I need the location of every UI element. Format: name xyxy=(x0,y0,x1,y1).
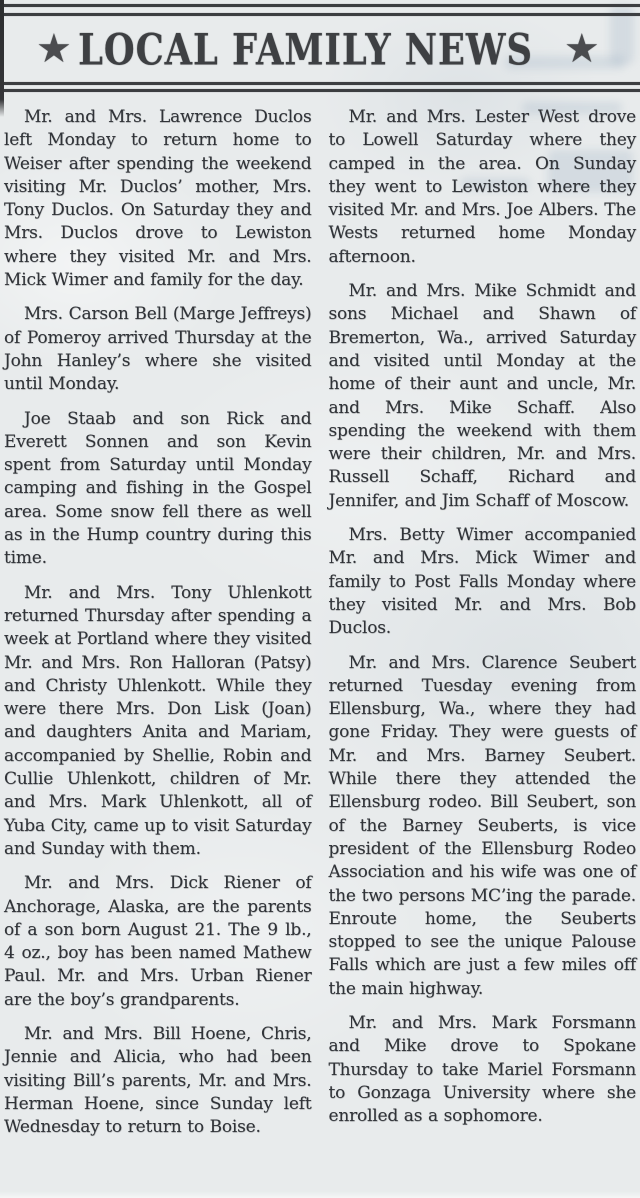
news-paragraph-riener: Mr. and Mrs. Dick Riener of Anchorage, Alaska, are the parents of a son born August 21. The 9 lb., 4 oz., boy has been named Mathew Paul. Mr. and Mrs. Urban Riener are the boy’s grandparents. xyxy=(4,873,312,1010)
star-icon-left: ★ xyxy=(36,26,72,72)
news-paragraph-wimer: Mrs. Betty Wimer accompanied Mr. and Mrs. Mick Wimer and family to Post Falls Monday where they visited Mr. and Mrs. Bob Duclos. xyxy=(328,525,636,639)
bottom-double-rule-line1 xyxy=(0,82,640,85)
news-paragraph-uhlenkott: Mr. and Mrs. Tony Uhlenkott returned Thursday after spending a week at Portland where they visited Mr. and Mrs. Ron Halloran (Patsy) and Christy Uhlenkott. While they were there Mrs. Don Lisk (Joan) and daughters Anita and Mariam, accompanied by Shellie, Robin and Cullie Uhlenkott, children of Mr. and Mrs. Mark Uhlenkott, all of Yuba City, came up to visit Saturday and Sunday with them. xyxy=(4,582,312,859)
masthead-title: LOCAL FAMILY NEWS xyxy=(78,23,534,75)
masthead xyxy=(0,0,640,92)
scan-bottom-edge xyxy=(0,1191,640,1198)
news-paragraph-west: Mr. and Mrs. Lester West drove to Lowell Saturday where they camped in the area. On Sunday they went to Lewiston where they visited Mr. and Mrs. Joe Albers. The Wests returned home Monday afternoon. xyxy=(328,107,636,267)
news-paragraph-bell: Mrs. Carson Bell (Marge Jeffreys) of Pomeroy arrived Thursday at the John Hanley’s where she visited until Monday. xyxy=(4,304,312,395)
news-paragraph-forsmann: Mr. and Mrs. Mark Forsmann and Mike drove to Spokane Thursday to take Mariel Forsmann to Gonzaga University where she enrolled as a sophomore. xyxy=(328,1012,636,1127)
article-body xyxy=(0,92,640,1150)
news-paragraph-schmidt-schaff: Mr. and Mrs. Mike Schmidt and sons Michael and Shawn of Bremerton, Wa., arrived Saturday and visited until Monday at the home of their aunt and uncle, Mr. and Mrs. Mike Schaff. Also spending the weekend with them were their children, Mr. and Mrs. Russell Schaff, Richard and Jennifer, and Jim Schaff of Moscow. xyxy=(328,281,636,511)
star-icon-right: ★ xyxy=(563,26,600,72)
news-paragraph-duclos: Mr. and Mrs. Lawrence Duclos left Monday to return home to Weiser after spending the weekend visiting Mr. Duclos’ mother, Mrs. Tony Duclos. On Saturday they and Mrs. Duclos drove to Lewiston where they visited Mr. and Mrs. Mick Wimer and family for the day. xyxy=(4,107,312,291)
masthead-title-box xyxy=(78,23,534,75)
masthead-title-row xyxy=(0,16,640,82)
news-paragraph-staab-sonnen: Joe Staab and son Rick and Everett Sonnen and son Kevin spent from Saturday until Monday camping and fishing in the Gospel area. Some snow fell there as well as in the Hump country during this time. xyxy=(4,408,312,569)
top-double-rule-line1 xyxy=(0,4,640,7)
news-paragraph-seubert: Mr. and Mrs. Clarence Seubert returned Tuesday evening from Ellensburg, Wa., where they had gone Friday. They were guests of Mr. and Mrs. Barney Seubert. While there they attended the Ellensburg rodeo. Bill Seubert, son of the Barney Seuberts, is vice president of the Ellensburg Rodeo Association and his wife was one of the two persons MC’ing the parade. Enroute home, the Seuberts stopped to see the unique Palouse Falls which are just a few miles off the main highway. xyxy=(328,652,636,999)
news-paragraph-hoene: Mr. and Mrs. Bill Hoene, Chris, Jennie and Alicia, who had been visiting Bill’s parents, Mr. and Mrs. Herman Hoene, since Sunday left Wednesday to return to Boise. xyxy=(4,1023,312,1138)
scan-edge-mark xyxy=(0,0,4,117)
left-column xyxy=(4,106,312,1150)
right-column xyxy=(329,106,637,1150)
